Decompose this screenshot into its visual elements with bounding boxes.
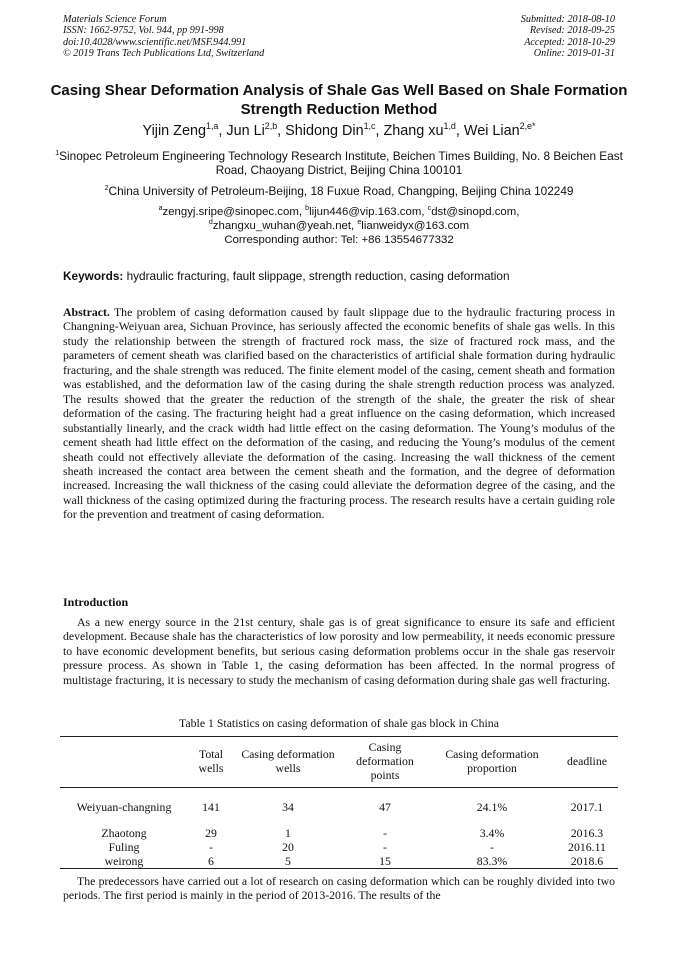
table-cell: Fuling <box>108 840 140 854</box>
date-accepted: Accepted: 2018-10-29 <box>524 36 615 48</box>
table-cell: 5 <box>234 854 342 869</box>
affiliation-text: Sinopec Petroleum Engineering Technology Research Institute, Beichen Times Building, No. 8 Beichen East Road, Chaoyang District, Beijing China 100101 <box>59 149 623 177</box>
author-name: Shidong Din <box>285 123 364 139</box>
abstract-label: Abstract. <box>63 305 110 319</box>
date-online: Online: 2019-01-31 <box>533 48 615 60</box>
email-b[interactable]: lijun446@vip.163.com <box>309 206 422 218</box>
table-header <box>60 737 188 788</box>
author-name: Wei Lian <box>463 123 520 139</box>
table-row <box>60 788 618 827</box>
table-cell: 2017.1 <box>570 800 604 814</box>
table-cell: 3.4% <box>479 826 505 840</box>
author-list: Yijin Zeng$^{1,a}$, Jun Li$^{2,b}$, Shidong Din$^{1,c}$, Zhang xu$^{1,d}$, Wei Lian$^{2,e*}$ <box>142 121 536 139</box>
table-cell: 20 <box>282 840 294 854</box>
journal-issn: ISSN: 1662-9752, Vol. 944, pp 991-998 <box>63 25 224 37</box>
journal-info <box>63 14 264 60</box>
table-cell: Weiyuan-changning <box>76 800 172 814</box>
table-header: Casing deformation wells <box>234 737 342 788</box>
table-header: Casing deformation points <box>342 737 428 788</box>
table-row <box>60 826 618 840</box>
journal-doi: doi:10.4028/www.scientific.net/MSF.944.991 <box>63 36 247 48</box>
table-cell: weirong <box>60 854 188 869</box>
email-e[interactable]: lianweidyx@163.com <box>361 220 470 232</box>
table-cell: 2018.6 <box>556 854 618 869</box>
table-cell: 83.3% <box>428 854 556 869</box>
keywords <box>63 269 623 283</box>
author-name: Zhang xu <box>383 123 444 139</box>
author-sup: 2,e* <box>519 121 536 132</box>
keywords-label: Keywords: <box>63 269 124 283</box>
author-emails <box>40 205 638 247</box>
author-sup: 2,b <box>264 121 278 132</box>
abstract <box>63 305 615 522</box>
email-a[interactable]: zengyj.sripe@sinopec.com <box>162 206 299 218</box>
table-cell: 15 <box>342 854 428 869</box>
table-row <box>60 840 618 854</box>
affiliation-sup: 1 <box>55 148 60 158</box>
introduction-paragraph-2: The predecessors have carried out a lot of research on casing deformation which can be roughly divided into two periods. The first period is mainly in the period of 2013-2016. The results of the <box>63 874 615 903</box>
table-caption: Table 1 Statistics on casing deformation of shale gas block in China <box>179 716 499 730</box>
table-cell: - <box>490 840 494 854</box>
table-cell: - <box>383 840 387 854</box>
section-heading-introduction: Introduction <box>63 595 129 609</box>
email-d[interactable]: zhangxu_wuhan@yeah.net <box>212 220 352 232</box>
table-cell: 2016.3 <box>570 826 604 840</box>
table-cell: 47 <box>379 800 391 814</box>
journal-copyright: © 2019 Trans Tech Publications Ltd, Switzerland <box>63 48 265 60</box>
table-cell: 6 <box>188 854 234 869</box>
corresponding-author: Corresponding author: Tel: +86 13554677332 <box>224 234 454 246</box>
affiliation-2 <box>40 184 638 198</box>
table-cell: 1 <box>285 826 291 840</box>
table-cell: 34 <box>282 800 294 814</box>
table-header: Casing deformation proportion <box>428 737 556 788</box>
table-cell: 141 <box>202 800 220 814</box>
table-header-row <box>60 737 618 788</box>
email-c[interactable]: dst@sinopd.com <box>431 206 517 218</box>
author-sup: 1,d <box>443 121 456 132</box>
email-line-2: $^d$zhangxu_wuhan@yeah.net, $^e$lianweidyx@163.com <box>208 219 470 232</box>
table-cell: - <box>383 826 387 840</box>
affiliation-sup: 2 <box>104 183 109 193</box>
paper-title: Casing Shear Deformation Analysis of Shale Gas Well Based on Shale Formation Strength Reduction Method <box>50 82 628 118</box>
date-revised: Revised: 2018-09-25 <box>529 25 615 37</box>
journal-name: Materials Science Forum <box>63 14 167 25</box>
table-cell: Zhaotong <box>101 826 147 840</box>
author-sup: 1,c <box>363 121 376 132</box>
date-submitted: Submitted: 2018-08-10 <box>520 14 615 25</box>
email-line-1: $^a$zengyj.sripe@sinopec.com, $^b$lijun446@vip.163.com, $^c$dst@sinopd.com, <box>158 205 520 218</box>
table-cell: 2016.11 <box>568 840 606 854</box>
table-header: Total wells <box>188 737 234 788</box>
table-cell: 24.1% <box>476 800 508 814</box>
table-header: deadline <box>556 737 618 788</box>
keywords-text: hydraulic fracturing, fault slippage, strength reduction, casing deformation <box>126 269 510 283</box>
casing-deformation-table <box>60 736 618 869</box>
affiliation-1 <box>40 149 638 177</box>
author-name: Jun Li <box>226 123 265 139</box>
affiliation-text: China University of Petroleum-Beijing, 18 Fuxue Road, Changping, Beijing China 102249 <box>108 184 574 198</box>
submission-dates <box>521 14 615 60</box>
author-name: Yijin Zeng <box>142 123 206 139</box>
abstract-text: The problem of casing deformation caused by fault slippage due to the hydraulic fracturing process in Changning-Weiyuan area, Sichuan Province, has seriously affected the economic benefits of shale gas wells. In this study the relationship between the strength of fractured rock mass, the size of fractured rock mass, and the parameters of cement sheath was clarified based on the characteristics of artificial shale formation during hydraulic fracturing, and the shale strength was reduced. The finite element model of the casing, cement sheath and formation was established, and the deformation law of the casing during the shale strength reduction process was analyzed. The results showed that the greater the reduction of the strength of the shale, the greater the risk of shear deformation of the casing. The fracturing height had a great influence on the casing deformation, which increased substantially linearly, and the crack width had little effect on the casing deformation. The Young’s modulus of the cement sheath had little effect on the deformation of the casing, and reducing the Young’s modulus of the cement sheath could not effectively alleviate the deformation of the casing. Increasing the wall thickness of the cement sheath increased the contact area between the cement sheath and the formation, and the degree of deformation increased. Increasing the wall thickness of the casing could alleviate the deformation degree of the casing, and the wall thickness of the casing optimized during the fracturing process. The research results have a certain guiding role for the prevention and treatment of casing deformation. <box>63 305 615 522</box>
introduction-paragraph-1: As a new energy source in the 21st century, shale gas is of great significance to ensure its safe and efficient development. Because shale has the characteristics of low porosity and low permeability, it needs economic pressure to have economic development benefits, but serious casing deformation problems occur in the shale gas reservoir pressure process. As shown in Table 1, the casing deformation has been affected. In the normal progress of multistage fracturing, it is necessary to study the mechanism of casing deformation during shale gas well fracturing. <box>63 615 615 687</box>
table-cell: - <box>209 840 213 854</box>
table-cell: 29 <box>205 826 217 840</box>
table-row <box>60 854 618 869</box>
author-sup: 1,a <box>205 121 219 132</box>
